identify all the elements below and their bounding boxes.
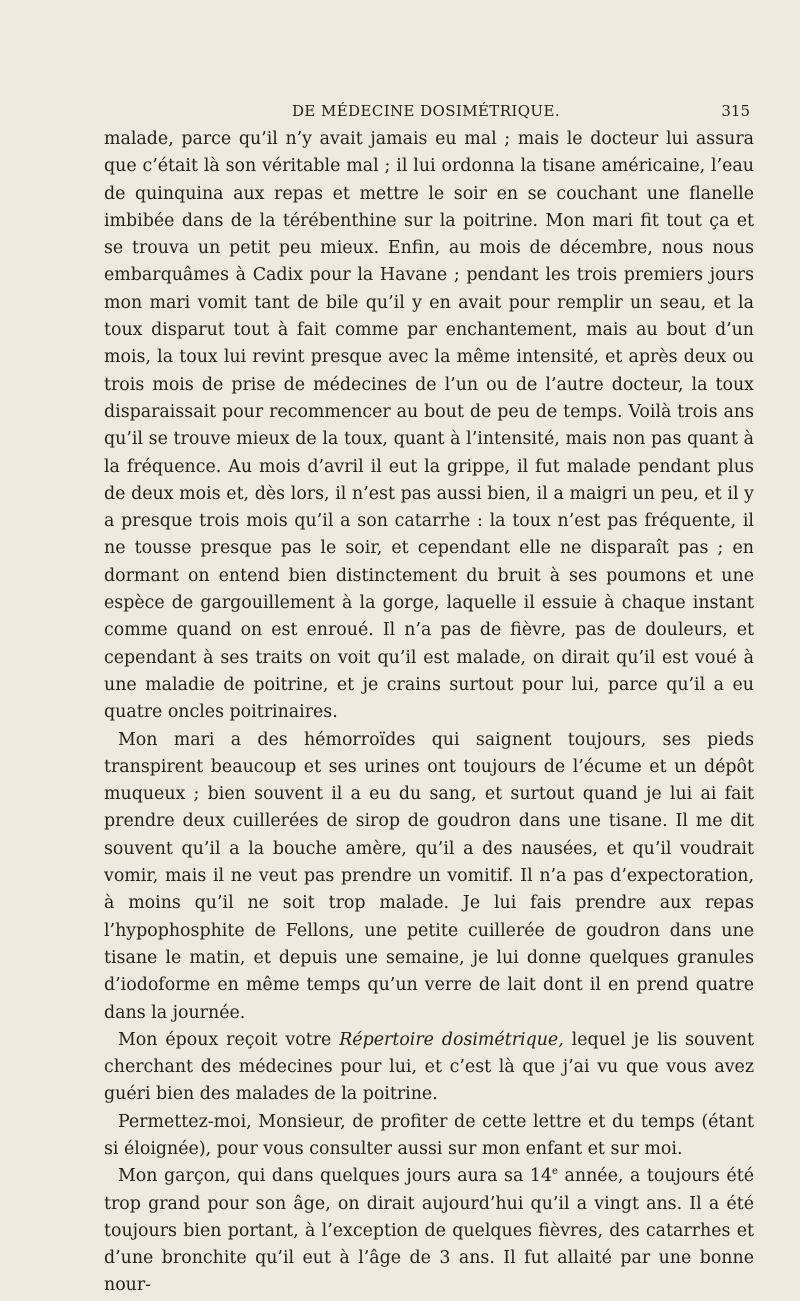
paragraph-5 bbox=[104, 1163, 754, 1299]
page-number: 315 bbox=[721, 102, 750, 120]
paragraph-3 bbox=[104, 1027, 754, 1109]
paragraph-4: Permettez-moi, Monsieur, de profiter de cette lettre et du temps (étant si éloignée), pour vous consulter aussi sur mon enfant et sur moi. bbox=[104, 1111, 754, 1159]
paragraph-5-start: Mon garçon, qui dans quelques jours aura sa 14 bbox=[118, 1166, 553, 1187]
paragraph-3-start: Mon époux reçoit votre bbox=[118, 1029, 340, 1050]
paragraph-2: Mon mari a des hémorroïdes qui saignent toujours, ses pieds transpirent beaucoup et ses urines ont toujours de l’écume et un dépôt muqueux ; bien souvent il a eu du sang, et surtout quand je lui ai fait prendre deux cuillerées de sirop de goudron dans une tisane. Il me dit souvent qu’il a la bouche amère, qu’il a des nausées, et qu’il voudrait vomir, mais il ne veut pas prendre un vomitif. Il n’a pas d’expectoration, à moins qu’il ne soit trop malade. Je lui fais prendre aux repas l’hypophosphite de Fellons, une petite cuillerée de goudron dans une tisane le matin, et depuis une semaine, je lui donne quelques granules d’iodoforme en même temps qu’un verre de lait dont il en prend quatre dans la journée. bbox=[104, 729, 754, 1023]
ordinal-superscript: e bbox=[552, 1166, 558, 1178]
repertoire-title: Répertoire dosimétrique, bbox=[339, 1029, 564, 1050]
running-head bbox=[100, 102, 750, 126]
running-title: DE MÉDECINE DOSIMÉTRIQUE. bbox=[292, 102, 560, 120]
body-text bbox=[104, 126, 754, 1300]
paragraph-5-end: année, a toujours été trop grand pour son âge, on dirait aujourd’hui qu’il a vingt ans. Il a été toujours bien portant, à l’exception de quelques fièvres, des catarrhes et d’une bronchite qu’il eut à l’âge de 3 ans. Il fut allaité par une bonne nour- bbox=[104, 1166, 754, 1296]
paragraph-3-end: lequel je lis souvent cherchant des médecines pour lui, et c’est là que j’ai vu que vous avez guéri bien des malades de la poitrine. bbox=[104, 1029, 754, 1105]
paragraph-1: malade, parce qu’il n’y avait jamais eu mal ; mais le docteur lui assura que c’était là son véritable mal ; il lui ordonna la tisane américaine, l’eau de quinquina aux repas et mettre le soir en se couchant une flanelle imbibée dans de la térébenthine sur la poitrine. Mon mari fit tout ça et se trouva un petit peu mieux. Enfin, au mois de décembre, nous nous embarquâmes à Cadix pour la Havane ; pendant les trois premiers jours mon mari vomit tant de bile qu’il y en avait pour remplir un seau, et la toux disparut tout à fait comme par enchantement, mais au bout d’un mois, la toux lui revint presque avec la même intensité, et après deux ou trois mois de prise de médecines de l’un ou de l’autre docteur, la toux disparaissait pour recommencer au bout de peu de temps. Voilà trois ans qu’il se trouve mieux de la toux, quant à l’intensité, mais non pas quant à la fréquence. Au mois d’avril il eut la grippe, il fut malade pendant plus de deux mois et, dès lors, il n’est pas aussi bien, il a maigri un peu, et il y a presque trois mois qu’il a son catarrhe : la toux n’est pas fréquente, il ne tousse presque pas le soir, et cependant elle ne disparaît pas ; en dormant on entend bien distinctement du bruit à ses poumons et une espèce de gargouillement à la gorge, laquelle il essuie à chaque instant comme quand on est enroué. Il n’a pas de fièvre, pas de douleurs, et cependant à ses traits on voit qu’il est malade, on dirait qu’il est voué à une maladie de poitrine, et je crains surtout pour lui, parce qu’il a eu quatre oncles poitrinaires. bbox=[104, 129, 754, 723]
